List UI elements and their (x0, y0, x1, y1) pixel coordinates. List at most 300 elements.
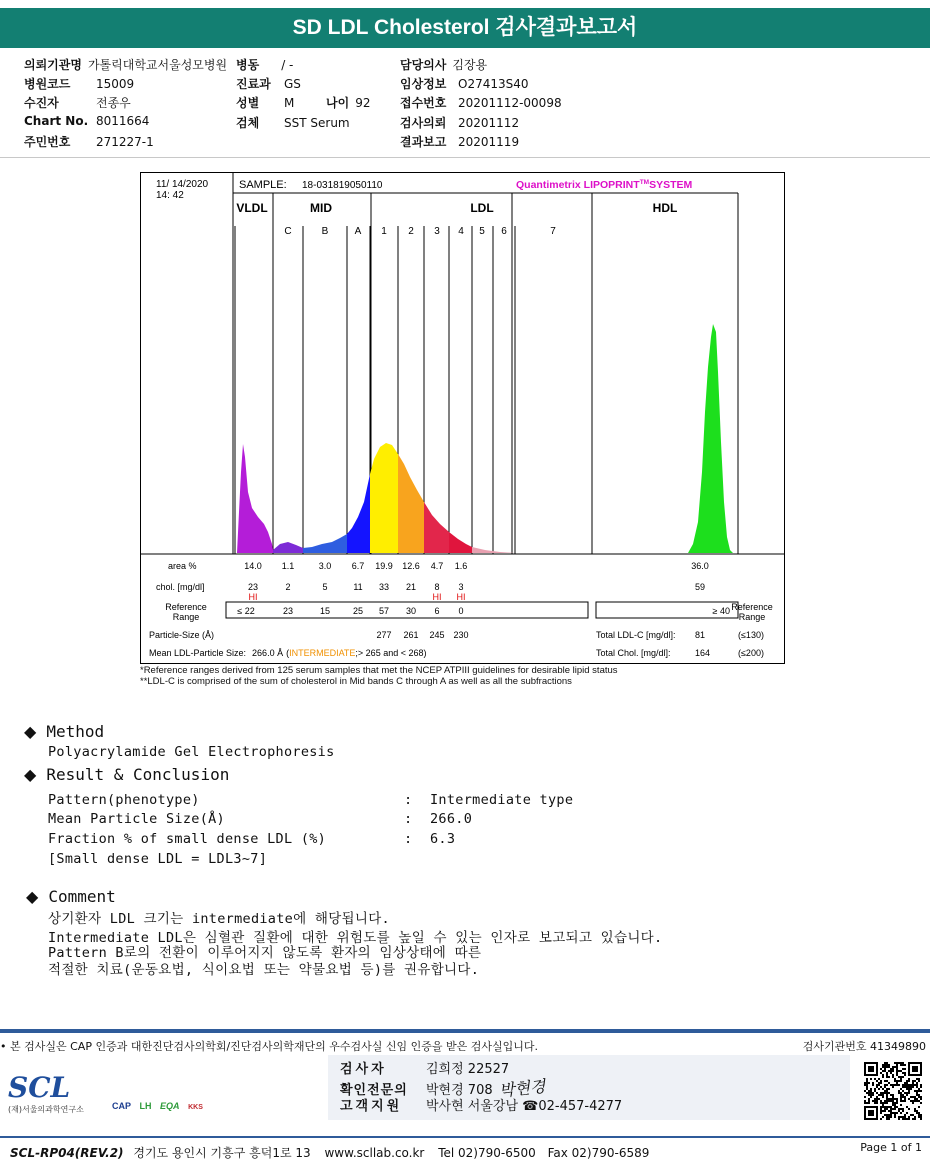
qr-module (886, 1100, 888, 1102)
qr-module (900, 1080, 902, 1082)
qr-module (884, 1090, 886, 1092)
hi-flag: HI (432, 592, 442, 602)
chol-value: 5 (322, 582, 328, 592)
qr-module (918, 1100, 920, 1102)
qr-module (918, 1106, 920, 1108)
qr-module (896, 1066, 898, 1068)
qr-module (906, 1084, 908, 1086)
group-hdl: HDL (652, 201, 678, 215)
qr-module (878, 1098, 880, 1100)
qr-module (912, 1086, 914, 1088)
result-label-pattern: Pattern(phenotype) (48, 792, 200, 808)
qr-module (906, 1086, 908, 1088)
qr-module (918, 1088, 920, 1090)
group-mid: MID (310, 201, 332, 215)
qr-module (876, 1092, 878, 1094)
qr-module (910, 1084, 912, 1086)
qr-module (894, 1106, 896, 1108)
ldl1-area (370, 443, 398, 553)
qr-module (908, 1084, 910, 1086)
qr-module (878, 1084, 880, 1086)
qr-module (880, 1110, 882, 1112)
ref-value: 30 (405, 606, 417, 616)
qr-module (902, 1110, 904, 1112)
qr-module (888, 1064, 890, 1066)
qr-module (920, 1116, 922, 1118)
area-value: 6.7 (351, 561, 365, 571)
qr-module (910, 1100, 912, 1102)
qr-module (902, 1108, 904, 1110)
qr-module (892, 1086, 894, 1088)
qr-module (898, 1118, 900, 1120)
qr-module (902, 1100, 904, 1102)
qr-module (912, 1102, 914, 1104)
qr-module (914, 1084, 916, 1086)
hi-flag: HI (456, 592, 466, 602)
qr-module (880, 1112, 882, 1114)
qr-module (898, 1110, 900, 1112)
qr-module (894, 1098, 896, 1100)
qr-module (902, 1116, 904, 1118)
ref-value: 25 (352, 606, 364, 616)
scl-logo-text: SCL (8, 1071, 71, 1104)
area-value: 12.6 (402, 561, 420, 571)
report-date: 11/ 14/2020 (156, 179, 209, 190)
qr-module (872, 1100, 874, 1102)
total-ldl-ref: (≤130) (738, 630, 764, 640)
qr-module (892, 1084, 894, 1086)
chol-value: 59 (694, 582, 706, 592)
qr-module (894, 1116, 896, 1118)
qr-module (914, 1090, 916, 1092)
qr-module (914, 1080, 916, 1082)
qr-module (898, 1108, 900, 1110)
qr-module (876, 1102, 878, 1104)
result-colon-2: : (404, 811, 413, 827)
qr-module (890, 1106, 892, 1108)
qr-module (900, 1112, 902, 1114)
qr-module (866, 1082, 868, 1084)
mean-size-row: Mean LDL-Particle Size: 266.0 Å (INTERMEDIATE;> 265 and < 268) (149, 648, 427, 658)
qr-module (886, 1098, 888, 1100)
qr-module (870, 1094, 872, 1096)
method-heading: ◆ Method (24, 722, 105, 741)
qr-module (888, 1076, 890, 1078)
lh-logo: LH (139, 1101, 152, 1111)
qr-module (892, 1094, 894, 1096)
ref-value: 6 (434, 606, 440, 616)
qr-module (916, 1086, 918, 1088)
area-value: 3.0 (318, 561, 332, 571)
qr-module (916, 1090, 918, 1092)
qr-module (908, 1108, 910, 1110)
qr-module (878, 1082, 880, 1084)
qr-module (912, 1080, 914, 1082)
qr-module (896, 1098, 898, 1100)
qr-module (920, 1096, 922, 1098)
qr-module (886, 1094, 888, 1096)
qr-module (902, 1062, 904, 1064)
qr-module (886, 1108, 888, 1110)
qr-module (910, 1096, 912, 1098)
qr-finder-core (868, 1110, 874, 1116)
qr-module (902, 1072, 904, 1074)
hi-flag: HI (248, 592, 258, 602)
qr-module (912, 1118, 914, 1120)
report-title: SD LDL Cholesterol 검사결과보고서 (0, 8, 930, 48)
qr-module (886, 1106, 888, 1108)
qr-module (866, 1088, 868, 1090)
ref-value: ≤ 22 (237, 606, 255, 616)
qr-module (886, 1080, 888, 1082)
qr-module (914, 1110, 916, 1112)
band-label-C: C (284, 226, 292, 237)
qr-finder-core (868, 1066, 874, 1072)
ref-label-right-2: Range (738, 612, 766, 622)
comment-line: Intermediate LDL은 심혈관 질환에 대한 위험도를 높일 수 있는 인자로 보고되고 있습니다. (48, 930, 663, 946)
qr-module (912, 1114, 914, 1116)
qr-module (916, 1092, 918, 1094)
qr-module (888, 1098, 890, 1100)
qr-module (902, 1094, 904, 1096)
qr-module (892, 1070, 894, 1072)
footer-rule (0, 1029, 930, 1033)
qr-module (904, 1064, 906, 1066)
qr-module (890, 1084, 892, 1086)
qr-module (870, 1078, 872, 1080)
qr-module (914, 1096, 916, 1098)
info-test-request: 검사의뢰 20201112 (400, 116, 520, 130)
qr-module (896, 1100, 898, 1102)
qr-module (884, 1068, 886, 1070)
ref-label-right-1: Reference (731, 602, 773, 612)
qr-module (882, 1104, 884, 1106)
qr-module (894, 1112, 896, 1114)
info-specimen: 검체 SST Serum (236, 116, 350, 130)
qr-module (874, 1102, 876, 1104)
comment-line: Pattern B로의 전환이 이루어지지 않도록 환자의 임상상태에 따른 (48, 945, 482, 961)
qr-module (910, 1086, 912, 1088)
qr-module (900, 1104, 902, 1106)
qr-module (908, 1118, 910, 1120)
info-department: 진료과 GS (236, 77, 301, 91)
info-receipt-no: 접수번호 20201112-00098 (400, 96, 562, 110)
qr-code-icon (864, 1062, 922, 1120)
page-number: Page 1 of 1 (860, 1141, 922, 1154)
qr-module (870, 1096, 872, 1098)
lab-number: 검사기관번호 41349890 (802, 1040, 926, 1053)
qr-module (908, 1090, 910, 1092)
qr-module (874, 1090, 876, 1092)
qr-module (918, 1112, 920, 1114)
qr-module (904, 1092, 906, 1094)
qr-module (894, 1066, 896, 1068)
qr-module (920, 1102, 922, 1104)
qr-module (880, 1068, 882, 1070)
qr-module (866, 1078, 868, 1080)
qr-module (894, 1078, 896, 1080)
qr-module (882, 1116, 884, 1118)
comment-line: 적절한 치료(운동요법, 식이요법 또는 약물요법 등)를 권유합니다. (48, 962, 480, 978)
qr-module (896, 1064, 898, 1066)
info-age: 나이 92 (326, 96, 371, 110)
qr-module (888, 1114, 890, 1116)
qr-module (884, 1108, 886, 1110)
qr-module (880, 1092, 882, 1094)
qr-module (886, 1092, 888, 1094)
signature: 박현경 (497, 1076, 546, 1101)
qr-module (874, 1098, 876, 1100)
particle-size-value: 230 (453, 630, 469, 640)
qr-module (874, 1100, 876, 1102)
ref-label-1: Reference (165, 602, 207, 612)
staff-support: 고객지원 박사현 서울강남 ☎02-457-4277 (340, 1099, 623, 1114)
particle-size-value: 261 (403, 630, 419, 640)
comment-line: 상기환자 LDL 크기는 intermediate에 해당됩니다. (48, 911, 390, 927)
accreditation-logos (112, 1101, 224, 1123)
qr-module (888, 1066, 890, 1068)
qr-module (892, 1068, 894, 1070)
qr-module (888, 1070, 890, 1072)
qr-module (920, 1098, 922, 1100)
result-colon-1: : (404, 792, 413, 808)
diamond-bullet-icon: ◆ (26, 887, 39, 906)
qr-module (880, 1102, 882, 1104)
qr-module (900, 1098, 902, 1100)
qr-module (864, 1100, 866, 1102)
qr-module (882, 1064, 884, 1066)
qr-module (882, 1070, 884, 1072)
qr-module (912, 1096, 914, 1098)
qr-module (888, 1118, 890, 1120)
qr-module (870, 1088, 872, 1090)
qr-module (906, 1112, 908, 1114)
qr-module (880, 1086, 882, 1088)
qr-module (898, 1076, 900, 1078)
qr-module (892, 1096, 894, 1098)
qr-module (878, 1078, 880, 1080)
qr-module (908, 1116, 910, 1118)
qr-module (896, 1084, 898, 1086)
qr-module (880, 1100, 882, 1102)
qr-module (908, 1078, 910, 1080)
qr-module (904, 1098, 906, 1100)
qr-module (900, 1088, 902, 1090)
ref-value: 57 (378, 606, 390, 616)
qr-module (876, 1100, 878, 1102)
qr-module (896, 1112, 898, 1114)
band-label-3: 3 (434, 226, 440, 237)
qr-module (906, 1080, 908, 1082)
band-label-2: 2 (408, 226, 414, 237)
qr-module (894, 1114, 896, 1116)
qr-module (892, 1108, 894, 1110)
chart-svg (140, 172, 785, 664)
info-patient-name: 수진자 전종우 (24, 96, 131, 110)
qr-module (892, 1104, 894, 1106)
ref-value: 23 (282, 606, 294, 616)
total-chol-value: 164 (695, 648, 711, 658)
qr-module (872, 1084, 874, 1086)
qr-module (894, 1062, 896, 1064)
qr-module (918, 1080, 920, 1082)
qr-module (882, 1076, 884, 1078)
method-text: Polyacrylamide Gel Electrophoresis (48, 744, 335, 760)
qr-module (902, 1118, 904, 1120)
qr-module (894, 1084, 896, 1086)
qr-module (896, 1062, 898, 1064)
qr-module (866, 1080, 868, 1082)
qr-module (904, 1118, 906, 1120)
qr-module (890, 1070, 892, 1072)
chol-row-label: chol. [mg/dl] (156, 582, 205, 592)
qr-module (896, 1080, 898, 1082)
qr-module (868, 1098, 870, 1100)
qr-module (884, 1106, 886, 1108)
qr-module (876, 1098, 878, 1100)
qr-module (914, 1108, 916, 1110)
qr-module (884, 1092, 886, 1094)
qr-module (888, 1106, 890, 1108)
area-value: 4.7 (430, 561, 444, 571)
qr-module (882, 1066, 884, 1068)
info-chart-no: Chart No. 8011664 (24, 114, 150, 128)
particle-size-value: 277 (376, 630, 392, 640)
eqa-logo: EQA (160, 1101, 180, 1111)
qr-module (906, 1094, 908, 1096)
qr-module (892, 1102, 894, 1104)
result-note: [Small dense LDL = LDL3~7] (48, 851, 268, 867)
qr-module (902, 1068, 904, 1070)
qr-module (904, 1096, 906, 1098)
total-ldl-label: Total LDL-C [mg/dl]: (596, 630, 676, 640)
qr-module (886, 1084, 888, 1086)
qr-module (898, 1062, 900, 1064)
diamond-bullet-icon: ◆ (24, 722, 37, 741)
qr-module (898, 1092, 900, 1094)
qr-module (900, 1078, 902, 1080)
qr-module (888, 1082, 890, 1084)
result-label-fraction: Fraction % of small dense LDL (%) (48, 831, 327, 847)
qr-module (892, 1074, 894, 1076)
result-heading: ◆ Result & Conclusion (24, 765, 230, 784)
qr-module (920, 1118, 922, 1120)
qr-module (916, 1100, 918, 1102)
qr-module (918, 1096, 920, 1098)
result-value-fraction: 6.3 (430, 831, 456, 847)
qr-module (866, 1084, 868, 1086)
ref-value: 15 (319, 606, 331, 616)
qr-module (896, 1082, 898, 1084)
qr-module (884, 1110, 886, 1112)
qr-module (876, 1080, 878, 1082)
qr-module (886, 1076, 888, 1078)
area-value: 19.9 (375, 561, 393, 571)
qr-module (916, 1098, 918, 1100)
info-resident-no: 주민번호 271227-1 (24, 135, 154, 149)
chol-value: 3 (458, 582, 464, 592)
band-label-5: 5 (479, 226, 485, 237)
result-label-size: Mean Particle Size(Å) (48, 811, 225, 827)
band-label-A: A (354, 226, 362, 237)
qr-module (872, 1092, 874, 1094)
qr-module (902, 1086, 904, 1088)
qr-module (886, 1088, 888, 1090)
qr-module (904, 1072, 906, 1074)
qr-module (882, 1092, 884, 1094)
scl-logo (8, 1072, 88, 1122)
qr-module (916, 1082, 918, 1084)
sample-id: 18-031819050110 (302, 180, 383, 191)
qr-module (886, 1072, 888, 1074)
qr-module (900, 1096, 902, 1098)
qr-module (870, 1092, 872, 1094)
area-value: 1.6 (454, 561, 468, 571)
qr-module (908, 1098, 910, 1100)
qr-module (914, 1116, 916, 1118)
qr-module (904, 1068, 906, 1070)
particle-size-label: Particle-Size (Å) (149, 630, 215, 640)
qr-module (882, 1096, 884, 1098)
qr-module (886, 1116, 888, 1118)
chol-value: 11 (353, 582, 363, 592)
kks-logo: KKS (188, 1104, 203, 1111)
lipoprint-chart (140, 172, 785, 664)
ref-label-2: Range (172, 612, 200, 622)
qr-module (908, 1088, 910, 1090)
qr-module (910, 1088, 912, 1090)
footer-address-line: SCL-RP04(REV.2) 경기도 용인시 기흥구 흥덕1로 13 www.scllab.co.kr Tel 02)790-6500 Fax 02)790-6589 (10, 1146, 650, 1160)
qr-module (884, 1084, 886, 1086)
qr-module (892, 1112, 894, 1114)
qr-module (864, 1082, 866, 1084)
qr-finder-core (912, 1066, 918, 1072)
qr-module (886, 1064, 888, 1066)
qr-module (898, 1070, 900, 1072)
footnote-1: *Reference ranges derived from 125 serum samples that met the NCEP ATPIII guidelines for desirable lipid status (140, 665, 618, 676)
cap-logo: CAP (112, 1101, 132, 1111)
qr-module (908, 1092, 910, 1094)
qr-module (882, 1074, 884, 1076)
qr-module (900, 1062, 902, 1064)
qr-module (870, 1090, 872, 1092)
qr-module (920, 1090, 922, 1092)
qr-module (864, 1090, 866, 1092)
chol-value: 8 (434, 582, 440, 592)
info-ward: 병동 / - (236, 58, 294, 72)
qr-module (914, 1098, 916, 1100)
area-value: 14.0 (244, 561, 262, 571)
qr-module (902, 1064, 904, 1066)
comment-heading: ◆ Comment (26, 887, 116, 906)
qr-module (906, 1106, 908, 1108)
qr-module (898, 1090, 900, 1092)
qr-module (876, 1086, 878, 1088)
qr-module (884, 1066, 886, 1068)
qr-module (884, 1070, 886, 1072)
qr-module (900, 1108, 902, 1110)
qr-module (904, 1082, 906, 1084)
qr-module (890, 1108, 892, 1110)
qr-module (864, 1096, 866, 1098)
qr-module (890, 1094, 892, 1096)
result-value-size: 266.0 (430, 811, 473, 827)
qr-module (910, 1114, 912, 1116)
chol-value: 33 (378, 582, 390, 592)
qr-module (898, 1116, 900, 1118)
qr-module (912, 1100, 914, 1102)
result-colon-3: : (404, 831, 413, 847)
